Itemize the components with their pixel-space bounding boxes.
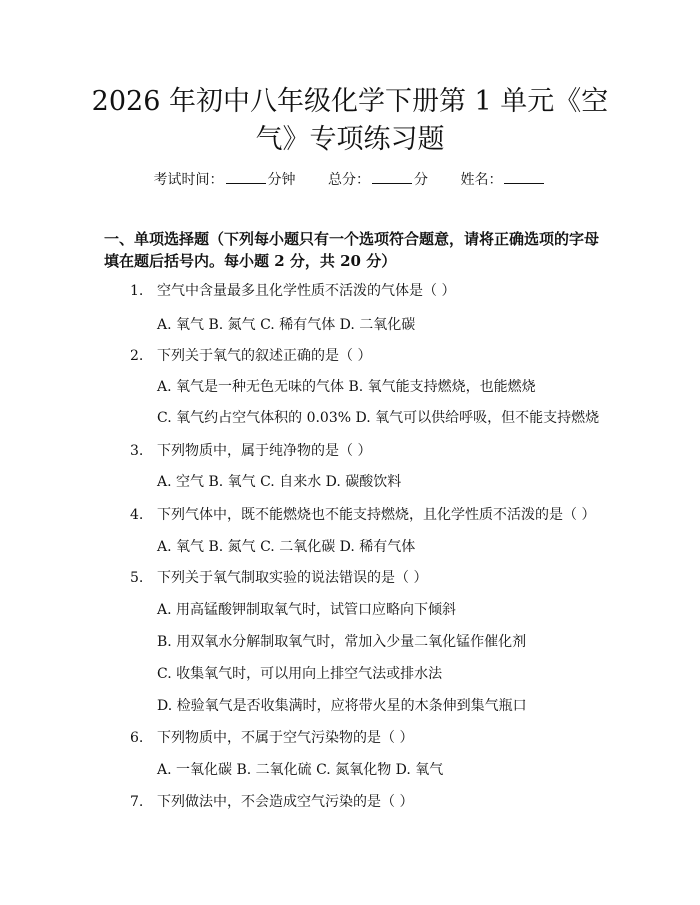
question-number: 7. xyxy=(130,794,144,810)
question-text: 下列气体中，既不能燃烧也不能支持燃烧，且化学性质不活泼的是（ ） xyxy=(157,507,596,523)
question-text: 下列物质中，属于纯净物的是（ ） xyxy=(157,443,372,459)
name-blank xyxy=(504,170,544,184)
question-options: C. 氧气约占空气体积的 0.03% D. 氧气可以供给呼吸，但不能支持燃烧 xyxy=(157,410,600,426)
question-stem xyxy=(130,441,371,461)
score-label: 总分： xyxy=(328,172,370,188)
question-options: A. 氧气 B. 氮气 C. 稀有气体 D. 二氧化碳 xyxy=(157,317,416,333)
time-blank xyxy=(226,170,266,184)
question-number: 3. xyxy=(130,443,144,459)
question-number: 5. xyxy=(130,570,144,586)
question-options: A. 氧气是一种无色无味的气体 B. 氧气能支持燃烧，也能燃烧 xyxy=(157,379,536,395)
question-number: 4. xyxy=(130,507,144,523)
exam-info-row xyxy=(0,170,700,190)
exam-title-line-1: 2026 年初中八年级化学下册第 1 单元《空 xyxy=(91,86,609,117)
question-text: 空气中含量最多且化学性质不活泼的气体是（ ） xyxy=(157,283,456,299)
question-number: 2. xyxy=(130,348,144,364)
score-field xyxy=(328,172,432,188)
score-blank xyxy=(372,170,412,184)
question-number: 6. xyxy=(130,730,144,746)
question-stem xyxy=(130,728,413,748)
question-options: B. 用双氧水分解制取氧气时，常加入少量二氧化锰作催化剂 xyxy=(157,634,527,650)
question-stem xyxy=(130,792,413,812)
time-field xyxy=(154,172,300,188)
question-options: A. 一氧化碳 B. 二氧化硫 C. 氮氧化物 D. 氧气 xyxy=(157,762,444,778)
question-stem xyxy=(130,568,427,588)
question-stem xyxy=(130,281,455,301)
question-options: A. 用高锰酸钾制取氧气时，试管口应略向下倾斜 xyxy=(157,602,457,618)
name-label: 姓名： xyxy=(460,172,503,188)
question-number: 1. xyxy=(130,283,144,299)
question-options: A. 空气 B. 氧气 C. 自来水 D. 碳酸饮料 xyxy=(157,474,402,490)
score-unit: 分 xyxy=(414,172,428,188)
exam-title-line-2: 气》专项练习题 xyxy=(255,124,445,155)
question-options: D. 检验氧气是否收集满时，应将带火星的木条伸到集气瓶口 xyxy=(157,698,527,714)
time-label: 考试时间： xyxy=(153,172,224,188)
question-stem xyxy=(130,505,595,525)
question-options: C. 收集氧气时，可以用向上排空气法或排水法 xyxy=(157,666,443,682)
question-stem xyxy=(130,346,371,366)
question-text: 下列做法中，不会造成空气污染的是（ ） xyxy=(157,794,414,810)
section-heading: 一、单项选择题（下列每小题只有一个选项符合题意，请将正确选项的字母填在题后括号内。每小题 2 分，共 20 分） xyxy=(104,230,600,270)
question-text: 下列关于氧气的叙述正确的是（ ） xyxy=(157,348,372,364)
time-unit: 分钟 xyxy=(267,172,296,188)
name-field xyxy=(460,172,546,188)
question-text: 下列物质中，不属于空气污染物的是（ ） xyxy=(157,730,414,746)
question-text: 下列关于氧气制取实验的说法错误的是（ ） xyxy=(157,570,428,586)
question-options: A. 氧气 B. 氮气 C. 二氧化碳 D. 稀有气体 xyxy=(157,539,416,555)
